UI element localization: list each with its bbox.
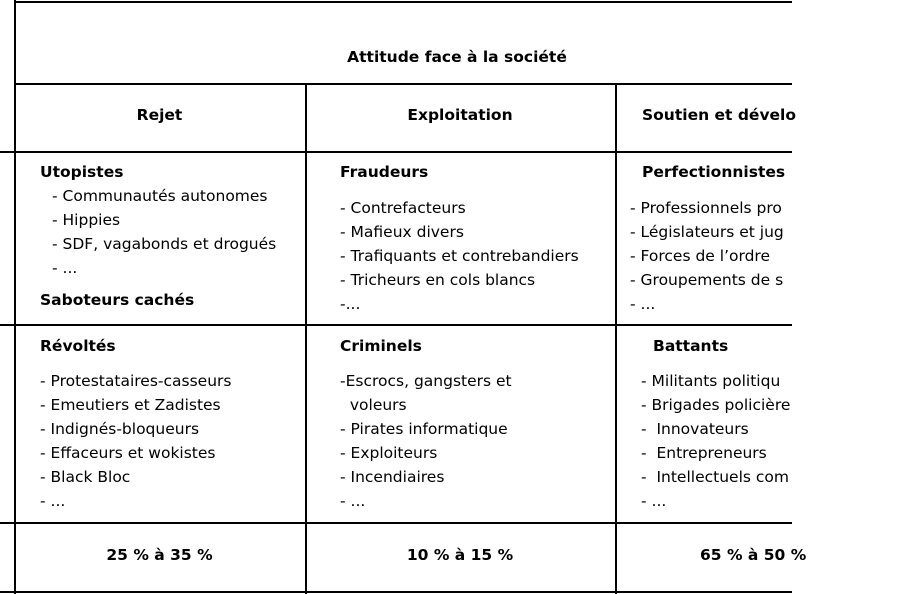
total-soutien: 65 % à 50 % [700,546,807,564]
list-item: - ... [630,295,656,313]
table-title: Attitude face à la société [347,48,567,66]
list-item: - Innovateurs [641,420,749,438]
row-2-divider [0,522,792,524]
list-item: - Exploiteurs [340,444,438,462]
row-1-divider [0,324,792,326]
list-item: voleurs [340,396,407,414]
list-item: - Mafieux divers [340,223,464,241]
list-item: - ... [40,492,66,510]
list-item: - ... [641,492,667,510]
list-item: - Indignés-bloqueurs [40,420,200,438]
table-top-border [14,1,792,3]
list-item: - Intellectuels com [641,468,789,486]
total-exploitation: 10 % à 15 % [406,546,514,564]
list-item: - ... [340,492,366,510]
list-item: - Entrepreneurs [641,444,767,462]
table-left-border [14,0,16,594]
group-title-perfectionnistes: Perfectionnistes [642,163,786,181]
group-title-fraudeurs: Fraudeurs [340,163,429,181]
list-item: - Militants politiqu [641,372,781,390]
header-row-divider [0,151,792,153]
list-item: - Emeutiers et Zadistes [40,396,221,414]
list-item: - Professionnels pro [630,199,782,217]
list-item: - Incendiaires [340,468,445,486]
header-rejet: Rejet [136,106,183,124]
list-item: - ... [52,259,78,277]
column-divider-2 [615,83,617,594]
header-exploitation: Exploitation [407,106,513,124]
header-soutien: Soutien et dévelo [642,106,797,124]
total-rejet: 25 % à 35 % [106,546,213,564]
list-item: - Protestataires-casseurs [40,372,232,390]
list-item: -Escrocs, gangsters et [340,372,512,390]
table-bottom-border [0,591,792,593]
group-title-saboteurs-caches: Saboteurs cachés [40,291,195,309]
group-title-utopistes: Utopistes [40,163,124,181]
group-title-criminels: Criminels [340,337,422,355]
group-title-revoltes: Révoltés [40,337,116,355]
list-item: - Pirates informatique [340,420,508,438]
list-item: -... [340,295,361,313]
list-item: - SDF, vagabonds et drogués [52,235,277,253]
list-item: - Brigades policière [641,396,791,414]
list-item: - Forces de l’ordre [630,247,770,265]
group-title-battants: Battants [653,337,729,355]
list-item: - Black Bloc [40,468,131,486]
column-divider-1 [305,83,307,594]
list-item: - Contrefacteurs [340,199,466,217]
title-row-divider [14,83,792,85]
list-item: - Trafiquants et contrebandiers [340,247,579,265]
list-item: - Hippies [52,211,121,229]
list-item: - Tricheurs en cols blancs [340,271,536,289]
list-item: - Communautés autonomes [52,187,268,205]
list-item: - Groupements de s [630,271,784,289]
list-item: - Législateurs et jug [630,223,784,241]
list-item: - Effaceurs et wokistes [40,444,216,462]
